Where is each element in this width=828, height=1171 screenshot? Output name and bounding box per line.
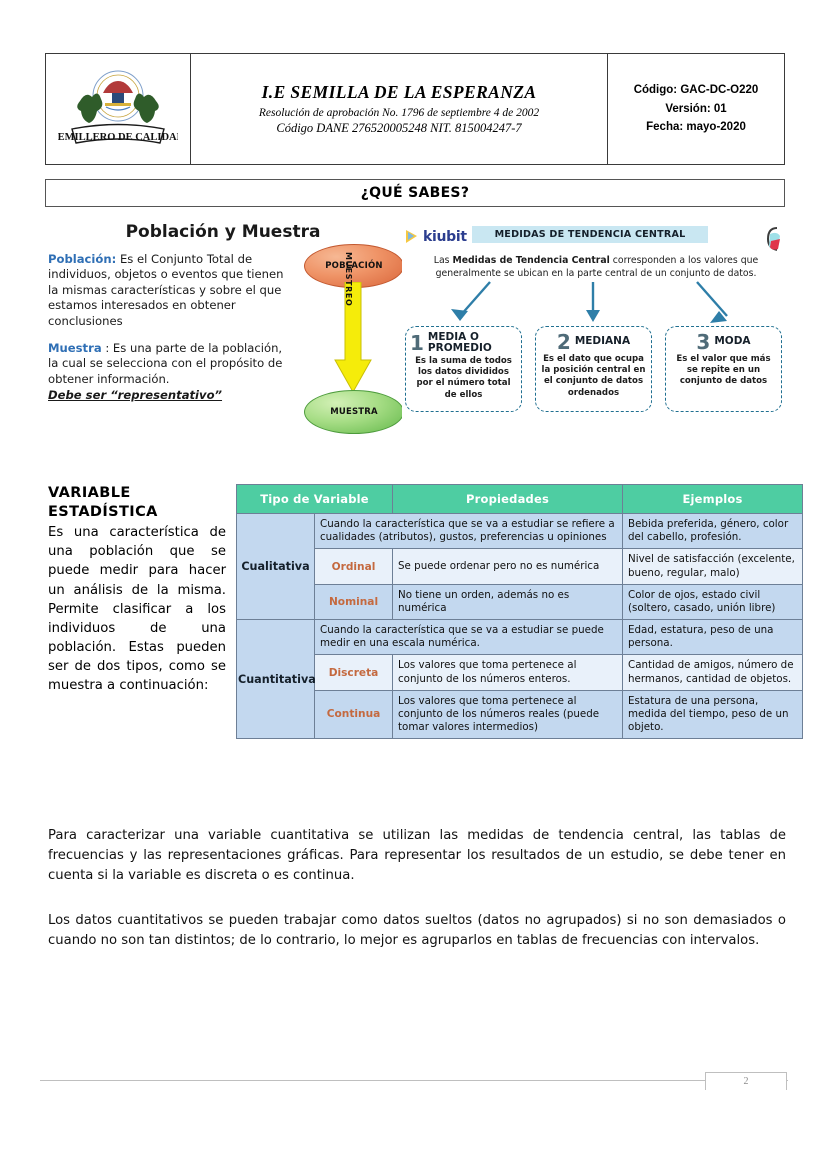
poblacion-muestra-figure <box>48 222 398 444</box>
muestra-text: : Es una parte de la población, la cual se selecciona con el propósito de obtener información. <box>48 341 283 386</box>
logo-motto-text: SEMILLERO DE CALIDAD <box>58 132 178 143</box>
kiubit-logo-icon <box>404 228 420 245</box>
table-header-row <box>237 485 803 514</box>
variable-estadistica-block <box>48 484 226 695</box>
variable-types-table <box>236 484 803 739</box>
document-header-table <box>45 53 785 165</box>
arrow-to-moda <box>697 282 727 316</box>
poblacion-ellipse-label: POBLACIÓN <box>325 261 383 271</box>
poblacion-muestra-title: Población y Muestra <box>125 222 321 242</box>
cell-type-cualitativa: Cualitativa <box>237 514 315 620</box>
muestra-ellipse <box>304 390 404 434</box>
cell-property-nominal: No tiene un orden, además no es numérica <box>393 584 623 619</box>
cell-example-ordinal: Nivel de satisfacción (excelente, bueno, regular, malo) <box>623 549 803 584</box>
tendencia-central-header <box>402 224 785 254</box>
card-moda-head <box>670 332 777 352</box>
tendencia-central-banner-text: MEDIDAS DE TENDENCIA CENTRAL <box>494 229 686 240</box>
header-fecha: Fecha: mayo-2020 <box>646 121 746 134</box>
card-media <box>405 326 522 412</box>
table-row <box>237 549 803 584</box>
cell-example-nominal: Color de ojos, estado civil (soltero, casado, unión libre) <box>623 584 803 619</box>
cell-property-discreta: Los valores que toma pertenece al conjunto de los números enteros. <box>393 655 623 690</box>
cell-subtype-ordinal: Ordinal <box>315 549 393 584</box>
header-codigo: Código: GAC-DC-O220 <box>633 83 759 96</box>
table-body <box>237 514 803 739</box>
lead-part1: Las <box>433 255 453 266</box>
poblacion-label: Población: <box>48 252 117 266</box>
tendencia-central-arrows <box>402 280 785 324</box>
cell-general-property-cualitativa: Cuando la característica que se va a estudiar se refiere a cualidades (atributos), gustos, preferencias u opiniones <box>315 514 623 549</box>
card-mediana-desc: Es el dato que ocupa la posición central en el conjunto de datos ordenados <box>541 354 646 398</box>
table-header-row-group <box>237 485 803 514</box>
header-logo-cell <box>46 54 191 164</box>
cell-general-example-cuantitativa: Edad, estatura, peso de una persona. <box>623 620 803 655</box>
corner-decoration-icon <box>757 224 783 254</box>
table-row <box>237 514 803 549</box>
card-mediana <box>535 326 652 412</box>
variable-estadistica-title-line1: VARIABLE <box>48 485 131 501</box>
table-header-propiedades: Propiedades <box>393 485 623 514</box>
kiubit-brand-text: kiubit <box>423 228 467 245</box>
cell-type-cuantitativa: Cuantitativa <box>237 620 315 739</box>
tendencia-central-banner <box>472 226 708 243</box>
cell-subtype-continua: Continua <box>315 690 393 739</box>
table-row <box>237 655 803 690</box>
page-number-box <box>705 1072 787 1090</box>
footer-rule-right <box>787 1080 788 1081</box>
footer-rule-left <box>40 1080 705 1081</box>
table-row <box>237 690 803 739</box>
institution-name: I.E SEMILLA DE LA ESPERANZA <box>261 82 537 102</box>
poblacion-text: Es el Conjunto Total de individuos, objetos o eventos que tienen la mismas características y sobre el que estamos interesados en obtener conclusiones <box>48 252 284 328</box>
header-version: Versión: 01 <box>665 102 727 115</box>
card-media-desc: Es la suma de todos los datos divididos por el número total de ellos <box>415 356 512 400</box>
muestra-ellipse-label: MUESTRA <box>330 407 378 417</box>
muestra-note: Debe ser “representativo” <box>48 388 223 403</box>
tendencia-central-cards <box>405 326 782 412</box>
poblacion-definition <box>48 252 296 329</box>
institution-resolution: Resolución de aprobación No. 1796 de septiembre 4 de 2002 <box>258 107 540 119</box>
muestra-definition <box>48 341 296 404</box>
table-row <box>237 620 803 655</box>
paragraph-1: Para caracterizar una variable cuantitativa se utilizan las medidas de tendencia central, las tablas de frecuencias y las representaciones gráficas. Para representar los resultados de un estudio, se debe tener en cuenta si la variable es discreta o es continua. <box>48 828 786 884</box>
card-mediana-head <box>540 332 647 352</box>
cell-example-discreta: Cantidad de amigos, número de hermanos, cantidad de objetos. <box>623 655 803 690</box>
page-number: 2 <box>743 1076 749 1087</box>
kiubit-brand <box>404 228 467 245</box>
variable-estadistica-title-line2: ESTADÍSTICA <box>48 503 158 520</box>
card-media-number: 1 <box>410 331 424 356</box>
section-banner-que-sabes <box>45 179 785 207</box>
muestra-label: Muestra <box>48 341 102 356</box>
poblacion-muestra-diagram <box>304 244 404 432</box>
variable-estadistica-body: Es una característica de una población que se puede medir para hacer un análisis de la misma. Permite clasificar a los individuos de una población. Estas pueden ser de dos tipos, como se muestra a continuación: <box>48 525 226 694</box>
cell-subtype-discreta: Discreta <box>315 655 393 690</box>
institution-logo <box>58 63 178 155</box>
card-moda <box>665 326 782 412</box>
table-header-tipo: Tipo de Variable <box>237 485 393 514</box>
semillero-de-calidad-logo-icon <box>58 63 178 155</box>
card-mediana-number: 2 <box>556 330 571 354</box>
card-moda-desc: Es el valor que más se repite en un conjunto de datos <box>676 354 771 387</box>
cell-general-property-cuantitativa: Cuando la característica que se va a estudiar se puede medir en una escala numérica. <box>315 620 623 655</box>
tendencia-central-figure <box>402 224 785 444</box>
header-institution-cell <box>191 54 608 164</box>
card-moda-number: 3 <box>696 330 711 354</box>
lead-part2: corresponden a los valores que generalmente se ubican en la parte central de un conjunto de datos. <box>435 255 759 280</box>
variable-estadistica-title <box>48 484 226 521</box>
card-media-title: MEDIA O PROMEDIO <box>427 331 492 355</box>
header-meta-cell <box>608 54 784 164</box>
cell-property-continua: Los valores que toma pertenece al conjunto de los números reales (puede tomar valores intermedios) <box>393 690 623 739</box>
poblacion-muestra-text <box>48 252 296 404</box>
table-row <box>237 584 803 619</box>
paragraph-2: Los datos cuantitativos se pueden trabajar como datos sueltos (datos no agrupados) si no son demasiados o cuando no son tan distintos; de lo contrario, lo mejor es agruparlos en tablas de frecuencias con intervalos. <box>48 913 786 949</box>
table-header-ejemplos: Ejemplos <box>623 485 803 514</box>
cell-subtype-nominal: Nominal <box>315 584 393 619</box>
card-moda-title: MODA <box>714 335 751 348</box>
cell-example-continua: Estatura de una persona, medida del tiempo, peso de un objeto. <box>623 690 803 739</box>
page-footer <box>40 1072 788 1100</box>
card-mediana-title: MEDIANA <box>574 335 631 348</box>
cell-general-example-cualitativa: Bebida preferida, género, color del cabello, profesión. <box>623 514 803 549</box>
tendencia-central-lead <box>426 254 766 281</box>
lead-bold: Medidas de Tendencia Central <box>452 255 610 266</box>
banner-title: ¿QUÉ SABES? <box>360 185 470 201</box>
institution-dane-nit: Código DANE 276520005248 NIT. 815004247-7 <box>276 121 522 135</box>
card-media-head <box>410 332 517 354</box>
cell-property-ordinal: Se puede ordenar pero no es numérica <box>393 549 623 584</box>
muestreo-arrow-label: MUESTREO <box>344 251 353 307</box>
